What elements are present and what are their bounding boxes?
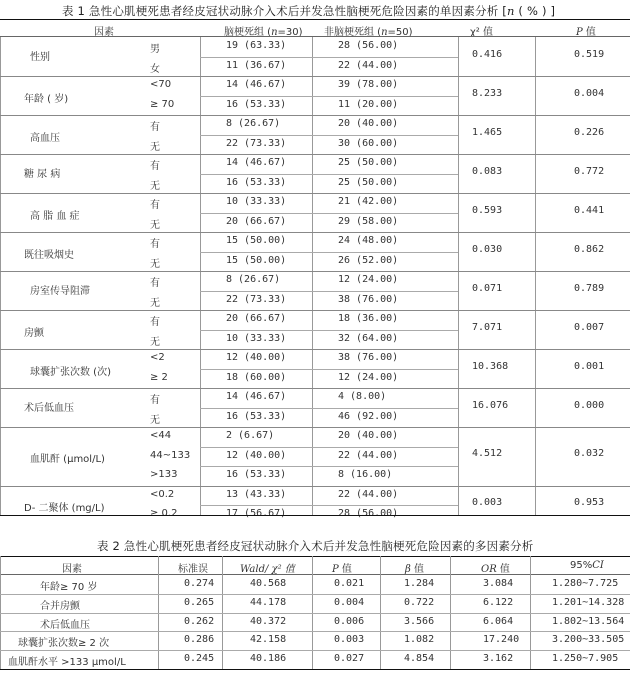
- t2-header-wald: Wald/ χ² 值: [240, 564, 295, 575]
- group2-value: 21 (42.00): [338, 196, 399, 207]
- level-label: 有: [150, 395, 160, 406]
- row-divider: [200, 369, 458, 370]
- t2-header-beta: β 值: [405, 564, 424, 575]
- group1-value: 16 (53.33): [226, 410, 287, 422]
- chi-square-value: 4.512: [472, 448, 503, 460]
- group-divider: [0, 271, 630, 272]
- group2-value: 39 (78.00): [338, 79, 399, 90]
- group1-value: 16 (53.33): [226, 469, 287, 480]
- factor-label: 糖 尿 病: [24, 168, 61, 180]
- p-value: 0.953: [574, 497, 605, 508]
- factor-label: 房颤: [24, 327, 44, 339]
- t1-header-group1: 脑梗死组 (n=30): [224, 27, 303, 38]
- p-value: 0.004: [334, 596, 365, 608]
- t2-header-se: 标准误: [178, 564, 208, 575]
- group2-value: 20 (40.00): [338, 118, 399, 129]
- row-divider: [200, 135, 458, 136]
- level-label: 女: [150, 63, 160, 75]
- row-divider: [200, 447, 458, 448]
- group1-value: 18 (60.00): [226, 371, 287, 383]
- factor-label: 高血压: [30, 132, 60, 144]
- group1-value: 2 (6.67): [226, 430, 275, 441]
- beta-value: 3.566: [404, 615, 435, 627]
- p-value: 0.772: [574, 165, 605, 177]
- group1-value: 8 (26.67): [226, 274, 281, 285]
- ci-value: 3.200~33.505: [552, 634, 625, 646]
- ci-value: 1.802~13.564: [552, 615, 625, 627]
- group-divider: [0, 388, 630, 389]
- ci-value: 1.201~14.328: [552, 596, 625, 608]
- se-value: 0.245: [184, 653, 215, 665]
- chi-square-value: 7.071: [472, 321, 503, 333]
- p-value: 0.027: [334, 653, 365, 665]
- group1-value: 14 (46.67): [226, 157, 287, 168]
- group-divider: [0, 154, 630, 155]
- or-value: 6.064: [483, 615, 514, 627]
- chi-square-value: 10.368: [472, 360, 509, 372]
- factor-label: 血肌酐 (μmol/L): [30, 454, 105, 466]
- row-divider: [200, 291, 458, 292]
- level-label: 无: [150, 219, 160, 231]
- beta-value: 4.854: [404, 653, 435, 665]
- group1-value: 13 (43.33): [226, 488, 287, 500]
- p-value: 0.004: [574, 87, 605, 99]
- group1-value: 22 (73.33): [226, 137, 287, 149]
- factor-label: 房室传导阻滞: [30, 285, 90, 297]
- beta-value: 0.722: [404, 596, 435, 608]
- level-label: <0.2: [150, 488, 175, 500]
- p-value: 0.519: [574, 48, 605, 60]
- group1-value: 16 (53.33): [226, 176, 287, 188]
- p-value: 0.789: [574, 282, 605, 294]
- group2-value: 28 (56.00): [338, 508, 399, 519]
- level-label: ≥ 70: [150, 98, 175, 110]
- level-label: 有: [150, 161, 160, 172]
- level-label: 有: [150, 239, 160, 250]
- group1-value: 20 (66.67): [226, 215, 287, 227]
- table1-top-rule: [0, 19, 630, 20]
- t1-header-chi: χ² 值: [470, 27, 493, 38]
- group-divider: [0, 193, 630, 194]
- wald-value: 44.178: [250, 596, 287, 608]
- or-value: 3.162: [483, 653, 514, 665]
- wald-value: 42.158: [250, 634, 287, 646]
- wald-value: 40.568: [250, 578, 287, 589]
- level-label: ≥ 0.2: [150, 508, 178, 519]
- level-label: 男: [150, 44, 160, 55]
- p-value: 0.001: [574, 360, 605, 372]
- column-divider: [535, 37, 536, 515]
- ci-value: 1.250~7.905: [552, 653, 619, 665]
- level-label: <44: [150, 430, 172, 441]
- group2-value: 22 (44.00): [338, 488, 399, 500]
- row-divider: [200, 466, 458, 467]
- row-divider: [0, 613, 630, 614]
- group-divider: [0, 349, 630, 350]
- p-value: 0.032: [574, 448, 605, 460]
- group2-value: 18 (36.00): [338, 313, 399, 324]
- group1-value: 11 (36.67): [226, 59, 287, 71]
- level-label: 有: [150, 278, 160, 289]
- group2-value: 29 (58.00): [338, 215, 399, 227]
- group-divider: [0, 76, 630, 77]
- group2-value: 26 (52.00): [338, 254, 399, 266]
- group2-value: 46 (92.00): [338, 410, 399, 422]
- beta-value: 1.284: [404, 578, 435, 589]
- group-divider: [0, 115, 630, 116]
- level-label: 无: [150, 414, 160, 426]
- level-label: <70: [150, 79, 172, 90]
- chi-square-value: 0.083: [472, 165, 503, 177]
- group-divider: [0, 427, 630, 428]
- factor-label: 术后低血压: [24, 402, 74, 414]
- group2-value: 22 (44.00): [338, 59, 399, 71]
- p-value: 0.006: [334, 615, 365, 627]
- level-label: 无: [150, 180, 160, 192]
- group1-value: 12 (40.00): [226, 352, 287, 363]
- factor-label: 既往吸烟史: [24, 249, 74, 261]
- group2-value: 32 (64.00): [338, 332, 399, 344]
- t1-header-p: P 值: [576, 27, 596, 38]
- group2-value: 30 (60.00): [338, 137, 399, 149]
- group1-value: 16 (53.33): [226, 98, 287, 110]
- table1-caption: 表 1 急性心肌梗死患者经皮冠状动脉介入术后并发急性脑梗死危险因素的单因素分析 [n ( % ) ]: [62, 4, 556, 18]
- p-value: 0.003: [334, 634, 365, 646]
- level-label: <2: [150, 352, 165, 363]
- t2-header-ci: 95%CI: [570, 560, 604, 571]
- level-label: 有: [150, 200, 160, 211]
- level-label: >133: [150, 469, 178, 480]
- group-divider: [0, 232, 630, 233]
- group2-value: 8 (16.00): [338, 469, 393, 480]
- column-divider: [458, 37, 459, 515]
- factor-label: 合并房颤: [40, 600, 80, 612]
- row-divider: [200, 252, 458, 253]
- group1-value: 10 (33.33): [226, 196, 287, 207]
- group2-value: 38 (76.00): [338, 293, 399, 305]
- row-divider: [0, 594, 630, 595]
- chi-square-value: 0.003: [472, 497, 503, 508]
- factor-label: D- 二聚体 (mg/L): [24, 503, 105, 514]
- p-value: 0.226: [574, 126, 605, 138]
- group1-value: 20 (66.67): [226, 313, 287, 324]
- group2-value: 25 (50.00): [338, 176, 399, 188]
- level-label: 有: [150, 122, 160, 133]
- level-label: 44~133: [150, 449, 191, 461]
- group2-value: 22 (44.00): [338, 449, 399, 461]
- group-divider: [0, 486, 630, 487]
- level-label: 无: [150, 297, 160, 309]
- group1-value: 22 (73.33): [226, 293, 287, 305]
- group2-value: 11 (20.00): [338, 98, 399, 110]
- p-value: 0.000: [574, 399, 605, 411]
- row-divider: [200, 174, 458, 175]
- row-divider: [0, 631, 630, 632]
- factor-label: 年龄 ( 岁): [24, 93, 69, 105]
- row-divider: [0, 650, 630, 651]
- or-value: 6.122: [483, 596, 514, 608]
- ci-value: 1.280~7.725: [552, 578, 619, 589]
- factor-label: 年龄≥ 70 岁: [40, 582, 98, 593]
- group-divider: [0, 310, 630, 311]
- table2-caption: 表 2 急性心肌梗死患者经皮冠状动脉介入术后并发急性脑梗死危险因素的多因素分析: [97, 539, 534, 553]
- factor-label: 术后低血压: [40, 619, 90, 631]
- t1-header-group2: 非脑梗死组 (n=50): [324, 27, 413, 38]
- p-value: 0.441: [574, 204, 605, 216]
- t1-header-factor: 因素: [94, 27, 114, 38]
- wald-value: 40.186: [250, 653, 287, 665]
- level-label: 无: [150, 336, 160, 348]
- group2-value: 38 (76.00): [338, 352, 399, 363]
- column-divider: [312, 37, 313, 515]
- level-label: 无: [150, 141, 160, 153]
- group2-value: 12 (24.00): [338, 274, 399, 285]
- group1-value: 19 (63.33): [226, 40, 287, 51]
- group2-value: 4 (8.00): [338, 391, 387, 402]
- or-value: 17.240: [483, 634, 520, 646]
- chi-square-value: 8.233: [472, 87, 503, 99]
- row-divider: [200, 213, 458, 214]
- chi-square-value: 1.465: [472, 126, 503, 138]
- beta-value: 1.082: [404, 634, 435, 646]
- table2-top-rule: [0, 556, 630, 557]
- column-divider: [0, 37, 1, 515]
- group1-value: 8 (26.67): [226, 118, 281, 129]
- factor-label: 血肌酐水平 >133 μmol/L: [8, 657, 126, 669]
- p-value: 0.862: [574, 243, 605, 255]
- wald-value: 40.372: [250, 615, 287, 627]
- or-value: 3.084: [483, 578, 514, 589]
- group1-value: 14 (46.67): [226, 391, 287, 402]
- factor-label: 球囊扩张次数 (次): [30, 366, 111, 378]
- row-divider: [200, 505, 458, 506]
- se-value: 0.265: [184, 596, 215, 608]
- column-divider: [200, 37, 201, 515]
- group1-value: 10 (33.33): [226, 332, 287, 344]
- factor-label: 性别: [30, 51, 50, 63]
- group2-value: 24 (48.00): [338, 235, 399, 246]
- level-label: 有: [150, 317, 160, 328]
- group1-value: 14 (46.67): [226, 79, 287, 90]
- chi-square-value: 0.071: [472, 282, 503, 294]
- level-label: 无: [150, 258, 160, 270]
- row-divider: [200, 330, 458, 331]
- group2-value: 12 (24.00): [338, 371, 399, 383]
- p-value: 0.021: [334, 578, 365, 589]
- group2-value: 20 (40.00): [338, 430, 399, 441]
- group2-value: 25 (50.00): [338, 157, 399, 168]
- table2-bottom-rule: [0, 669, 630, 670]
- t2-header-factor: 因素: [62, 564, 82, 575]
- se-value: 0.274: [184, 578, 215, 589]
- table2-header-rule: [0, 574, 630, 575]
- group1-value: 12 (40.00): [226, 449, 287, 461]
- row-divider: [200, 96, 458, 97]
- se-value: 0.262: [184, 615, 215, 627]
- p-value: 0.007: [574, 321, 605, 333]
- group1-value: 15 (50.00): [226, 254, 287, 266]
- row-divider: [200, 408, 458, 409]
- group1-value: 15 (50.00): [226, 235, 287, 246]
- group1-value: 17 (56.67): [226, 508, 287, 519]
- group2-value: 28 (56.00): [338, 40, 399, 51]
- chi-square-value: 0.593: [472, 204, 503, 216]
- chi-square-value: 0.416: [472, 48, 503, 60]
- factor-label: 球囊扩张次数≥ 2 次: [18, 638, 110, 650]
- row-divider: [200, 57, 458, 58]
- table1-bottom-rule: [0, 515, 630, 516]
- chi-square-value: 16.076: [472, 399, 509, 411]
- chi-square-value: 0.030: [472, 243, 503, 255]
- t2-header-or: OR 值: [481, 564, 510, 575]
- t2-header-p: P 值: [332, 564, 352, 575]
- level-label: ≥ 2: [150, 371, 168, 383]
- se-value: 0.286: [184, 634, 215, 646]
- factor-label: 高 脂 血 症: [30, 210, 80, 222]
